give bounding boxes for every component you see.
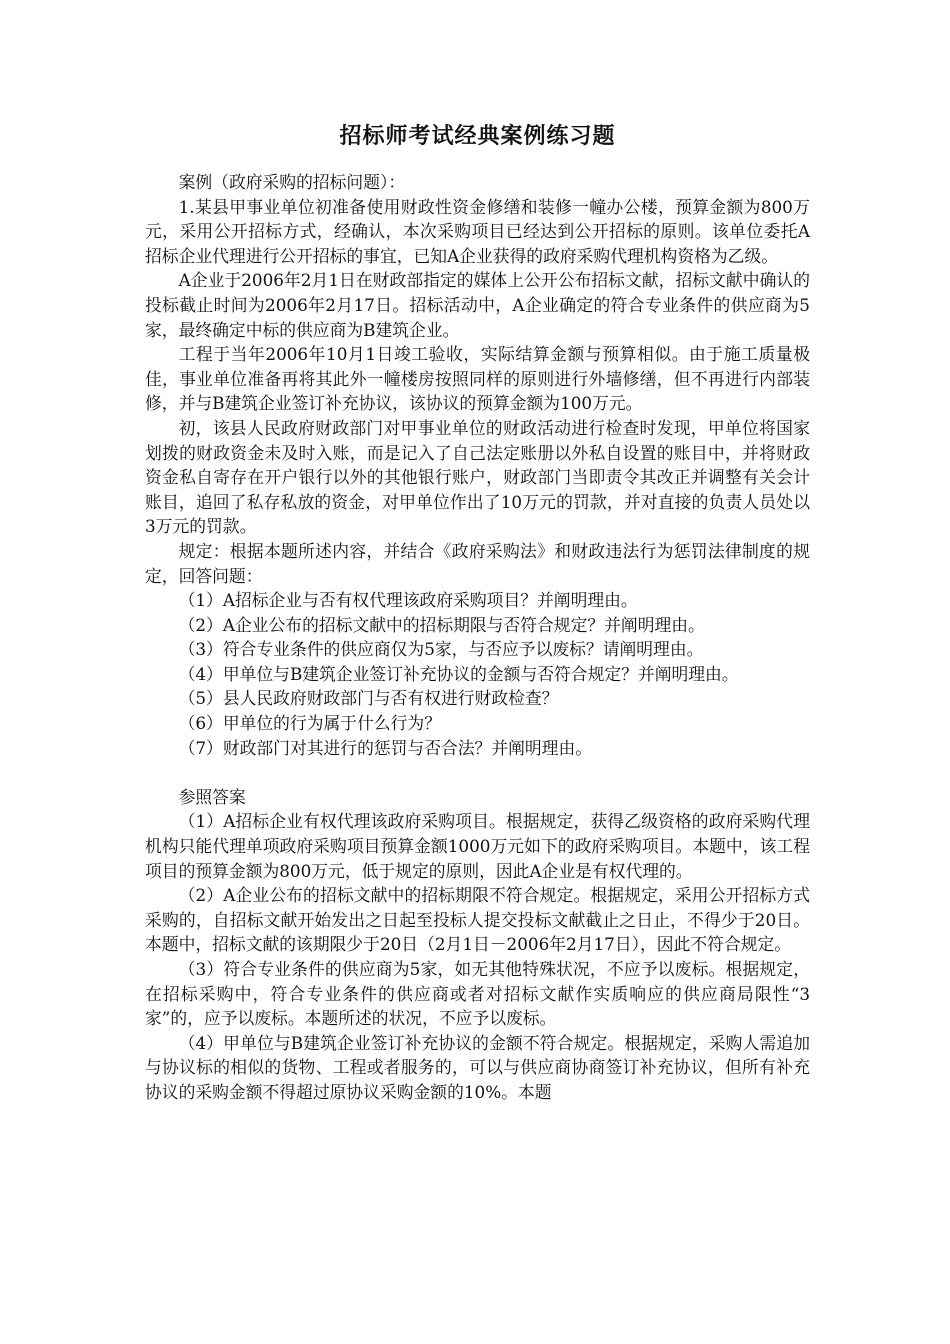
- answer-4: （4）甲单位与B建筑企业签订补充协议的金额不符合规定。根据规定，采购人需追加与协议标的相似的货物、工程或者服务的，可以与供应商协商签订补充协议，但所有补充协议的采购金额不得超过原协议采购金额的10%。本题: [145, 1032, 810, 1102]
- question-3: （3）符合专业条件的供应商仅为5家，与否应予以废标？请阐明理由。: [178, 639, 704, 660]
- case-paragraph-3: 工程于当年2006年10月1日竣工验收，实际结算金额与预算相似。由于施工质量极佳，事业单位准备再将其此外一幢楼房按照同样的原则进行外墙修缮，但不再进行内部装修，并与B建筑企业签订补充协议，该协议的预算金额为100万元。: [145, 344, 810, 414]
- answer-heading: 参照答案: [178, 786, 246, 807]
- question-7: （7）财政部门对其进行的惩罚与否合法？并阐明理由。: [178, 737, 593, 758]
- requirement-paragraph: 规定：根据本题所述内容，并结合《政府采购法》和财政违法行为惩罚法律制度的规定，回答问题：: [145, 540, 810, 586]
- question-1: （1）A招标企业与否有权代理该政府采购项目？并阐明理由。: [178, 590, 638, 611]
- question-2: （2）A企业公布的招标文献中的招标期限与否符合规定？并阐明理由。: [178, 614, 705, 635]
- answer-2: （2）A企业公布的招标文献中的招标期限不符合规定。根据规定，采用公开招标方式采购的，自招标文献开始发出之日起至投标人提交投标文献截止之日止，不得少于20日。本题中，招标文献的该期限少于20日（2月1日－2006年2月17日），因此不符合规定。: [145, 885, 810, 955]
- case-paragraph-1: 1.某县甲事业单位初准备使用财政性资金修缮和装修一幢办公楼，预算金额为800万元，采用公开招标方式，经确认，本次采购项目已经达到公开招标的原则。该单位委托A招标企业代理进行公开招标的事宜，已知A企业获得的政府采购代理机构资格为乙级。: [145, 196, 810, 266]
- document-title: 招标师考试经典案例练习题: [339, 123, 616, 149]
- question-6: （6）甲单位的行为属于什么行为？: [178, 713, 441, 734]
- case-heading: 案例（政府采购的招标问题）：: [178, 172, 406, 192]
- answer-1: （1）A招标企业有权代理该政府采购项目。根据规定，获得乙级资格的政府采购代理机构只能代理单项政府采购项目预算金额1000万元如下的政府采购项目。本题中，该工程项目的预算金额为800万元，低于规定的原则，因此A企业是有权代理的。: [145, 811, 810, 881]
- blank-line: [145, 760, 810, 785]
- answer-3: （3）符合专业条件的供应商为5家，如无其他特殊状况，不应予以废标。根据规定，在招标采购中，符合专业条件的供应商或者对招标文献作实质响应的供应商局限性“3家”的，应予以废标。本题所述的状况，不应予以废标。: [145, 959, 810, 1029]
- case-paragraph-4: 初，该县人民政府财政部门对甲事业单位的财政活动进行检查时发现，甲单位将国家划拨的财政资金未及时入账，而是记入了自己法定账册以外私自设置的账目中，并将财政资金私自寄存在开户银行以外的其他银行账户，财政部门当即责令其改正并调整有关会计账目，追回了私存私放的资金，对甲单位作出了10万元的罚款，并对直接的负责人员处以3万元的罚款。: [145, 417, 810, 537]
- question-5: （5）县人民政府财政部门与否有权进行财政检查？: [178, 688, 559, 709]
- case-paragraph-2: A企业于2006年2月1日在财政部指定的媒体上公开公布招标文献，招标文献中确认的投标截止时间为2006年2月17日。招标活动中，A企业确定的符合专业条件的供应商为5家，最终确定中标的供应商为B建筑企业。: [145, 270, 810, 340]
- question-4: （4）甲单位与B建筑企业签订补充协议的金额与否符合规定？并阐明理由。: [178, 663, 739, 684]
- document-page: [145, 118, 810, 1105]
